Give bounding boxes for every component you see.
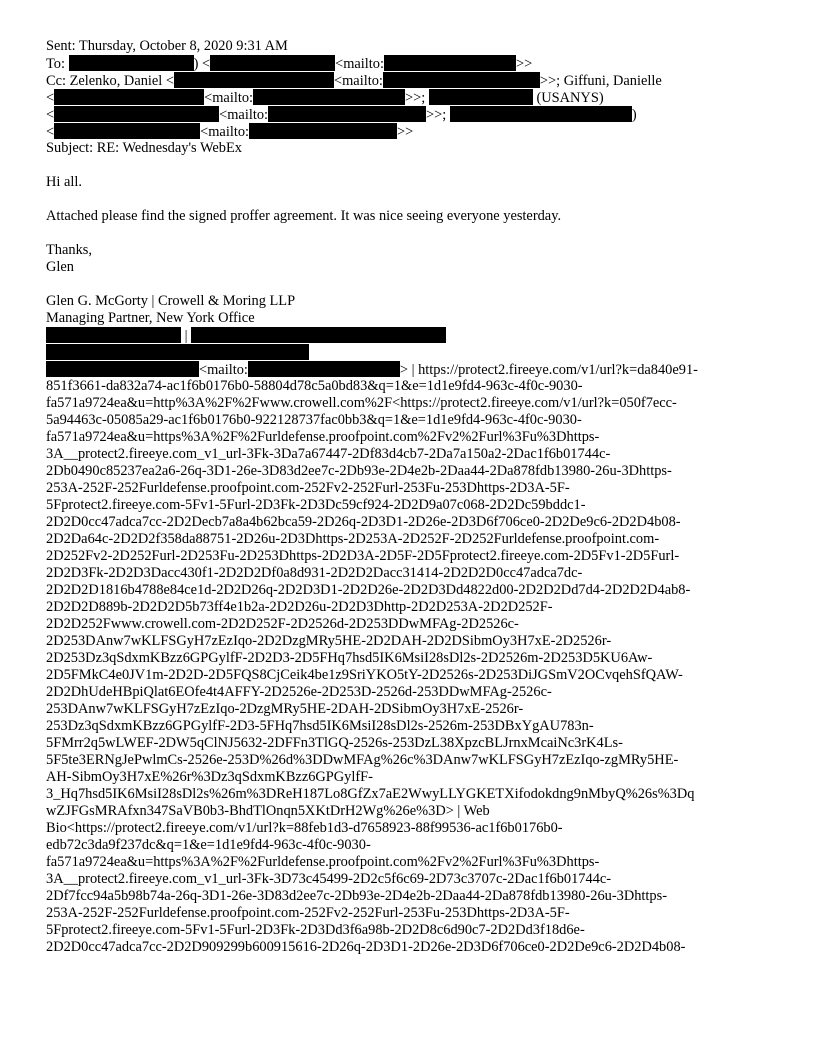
to-label: To:: [46, 56, 65, 72]
url-line[interactable]: 5Fprotect2.fireeye.com-5Fv1-5Furl-2D3Fk-2D3Dd3f6a98b-2D2D8c6d90c7-2D2Dd3f18d6e-: [46, 922, 585, 938]
url-line[interactable]: 5FMrr2q5wLWEF-2DW5qClNJ5632-2DFFn3TlGQ-2526s-253DzL38XpzcBLJrnxMcaiNc3rK4Ls-: [46, 735, 623, 751]
url-line[interactable]: edb72c3da9f237dc&q=1&e=1d1e9fd4-963c-4f0c-9030-: [46, 837, 371, 853]
redaction-bar: [268, 106, 426, 122]
url-line[interactable]: 5Fprotect2.fireeye.com-5Fv1-5Furl-2D3Fk-2D3Dc59cf924-2D2D9a07c068-2D2Dc59bddc1-: [46, 497, 586, 513]
url-line[interactable]: 2D2D2D1816b4788e84ce1d-2D2D26q-2D2D3D1-2D2D26e-2D2D3Dd4822d00-2D2D2Dd7d4-2D2D2D4ab8-: [46, 582, 691, 598]
redaction-bar: [54, 123, 200, 139]
to-close: >>: [516, 56, 533, 72]
url-line[interactable]: 2D2D0cc47adca7cc-2D2D909299b600915616-2D26q-2D3D1-2D26e-2D3D6f706ce0-2D2De9c6-2D2D4b08-: [46, 939, 686, 955]
lt-text: <: [46, 124, 55, 140]
redaction-bar: [248, 361, 400, 377]
url-line[interactable]: 2Df7fcc94a5b98b74a-26q-3D1-26e-3D83d2ee7c-2Db93e-2D4e2b-2Daa44-2Da878fdb13980-26u-3Dhttps-: [46, 888, 668, 904]
website-link[interactable]: > | https://protect2.fireeye.com/v1/url?k=da840e91-: [399, 362, 698, 378]
redaction-bar: [450, 106, 632, 122]
signature-redacted-contact: [46, 327, 786, 344]
cc-line-2: [46, 89, 786, 106]
url-line[interactable]: Bio<https://protect2.fireeye.com/v1/url?k=88feb1d3-d7658923-88f99536-ac1f6b0176b0-: [46, 820, 563, 836]
url-line[interactable]: 2D2D252Fwww.crowell.com-2D2D252F-2D2526d-2D253DDwMFAg-2D2526c-: [46, 616, 519, 632]
url-line[interactable]: 2D5FMkC4e0JV1m-2D2D-2D5FQS8CjCeik4be1z9SriYKO5tY-2D2526s-2D253DiJGSmV2OCvqehSfQAW-: [46, 667, 683, 683]
lt-text: <: [46, 107, 55, 123]
cc-label: Cc: Zelenko, Daniel <: [46, 73, 174, 89]
cc-giffuni: >>; Giffuni, Danielle: [539, 73, 662, 89]
url-line[interactable]: 3A__protect2.fireeye.com_v1_url-3Fk-3D73c45499-2D2c5f6c69-2D73c3707c-2Dac1f6b01744c-: [46, 871, 612, 887]
redaction-bar: [46, 327, 181, 343]
url-line[interactable]: AH-SibmOy3H7xE%26r%3Dz3qSdxmKBzz6GPGylfF-: [46, 769, 373, 785]
close-text: >>: [397, 124, 414, 140]
url-line[interactable]: 253A-252F-252Furldefense.proofpoint.com-252Fv2-252Furl-253Fu-253Dhttps-2D3A-5F-: [46, 905, 570, 921]
cc-line: [46, 72, 786, 89]
mailto-text: <mailto:: [199, 362, 248, 378]
redaction-bar: [249, 123, 397, 139]
redaction-bar: [429, 89, 533, 105]
url-line[interactable]: fa571a9724ea&u=http%3A%2F%2Fwww.crowell.com%2F<https://protect2.fireeye.com/v1/url?k=050f7ecc-: [46, 395, 677, 411]
url-line[interactable]: 2D2D0cc47adca7cc-2D2Decb7a8a4b62bca59-2D26q-2D3D1-2D26e-2D3D6f706ce0-2D2De9c6-2D2D4b08-: [46, 514, 681, 530]
url-line[interactable]: 2D252Fv2-2D252Furl-2D253Fu-2D253Dhttps-2D2D3A-2D5F-2D5Fprotect2.fireeye.com-2D5Fv1-2D5Furl-: [46, 548, 680, 564]
mailto-text: <mailto:: [334, 73, 383, 89]
redaction-bar: [46, 344, 309, 360]
signature-redacted-line: [46, 344, 786, 361]
mailto-text: <mailto:: [219, 107, 269, 123]
redaction-bar: [384, 55, 516, 71]
url-line[interactable]: 5F5te3ERNgJePwlmCs-2526e-253D%26d%3DDwMFAg%26c%3DAnw7wKLFSGyH7zEzIqo-zgMRy5HE-: [46, 752, 679, 768]
closing-name: Glen: [46, 259, 74, 275]
url-line[interactable]: 2D2Da64c-2D2D2f358da88751-2D26u-2D3Dhttps-2D253A-2D252F-2D252Furldefense.proofpoint.com-: [46, 531, 660, 547]
url-line[interactable]: fa571a9724ea&u=https%3A%2F%2Furldefense.proofpoint.com%2Fv2%2Furl%3Fu%3Dhttps-: [46, 429, 600, 445]
url-line[interactable]: 2D2DhUdeHBpiQlat6EOfe4t4AFFY-2D2526e-2D253D-2526d-253DDwMFAg-2526c-: [46, 684, 552, 700]
close-semi: >>;: [405, 90, 429, 106]
cc-line-4: [46, 123, 786, 140]
email-document: [46, 38, 786, 956]
to-line: [46, 55, 786, 72]
cc-line-3: [46, 106, 786, 123]
url-line[interactable]: 2D253DAnw7wKLFSGyH7zEzIqo-2D2DzgMRy5HE-2D2DAH-2D2DSibmOy3H7xE-2D2526r-: [46, 633, 612, 649]
url-line[interactable]: 253A-252F-252Furldefense.proofpoint.com-252Fv2-252Furl-253Fu-253Dhttps-2D3A-5F-: [46, 480, 570, 496]
redaction-bar: [191, 327, 446, 343]
redaction-bar: [210, 55, 335, 71]
redaction-bar: [174, 72, 334, 88]
usanys-text: (USANYS): [536, 90, 604, 106]
redaction-bar: [253, 89, 405, 105]
url-line[interactable]: wZJFGsMRAfxn347SaVB0b3-BhdTlOnqn5XKtDrH2Wg%26e%3D> | Web: [46, 803, 490, 819]
redaction-bar: [54, 89, 204, 105]
signature-title: Managing Partner, New York Office: [46, 310, 255, 326]
redaction-bar: [46, 361, 199, 377]
url-line[interactable]: 2D2D2D889b-2D2D2D5b73ff4e1b2a-2D2D26u-2D2D3Dhttp-2D2D253A-2D2D252F-: [46, 599, 553, 615]
redaction-bar: [54, 106, 219, 122]
url-line[interactable]: 2D2D3Fk-2D2D3Dacc430f1-2D2D2Df0a8d931-2D2D2Dacc31414-2D2D2D0cc47adca7dc-: [46, 565, 583, 581]
signature-email-line: [46, 361, 786, 378]
url-line[interactable]: fa571a9724ea&u=https%3A%2F%2Furldefense.proofpoint.com%2Fv2%2Furl%3Fu%3Dhttps-: [46, 854, 600, 870]
paren-close: ): [631, 107, 637, 123]
mailto-text: <mailto:: [204, 90, 254, 106]
url-line[interactable]: 851f3661-da832a74-ac1f6b0176b0-58804d78c5a0bd83&q=1&e=1d1e9fd4-963c-4f0c-9030-: [46, 378, 583, 394]
close-semi: >>;: [426, 107, 450, 123]
url-line[interactable]: 3_Hq7hsd5IK6MsiI28sDl2s%26m%3DReH187Lo8GfZx7aE2WwyLLYGKETXifodokdng9nMbyQ%26s%3Dq: [46, 786, 695, 802]
pipe-separator: |: [184, 328, 188, 344]
url-line[interactable]: 253DAnw7wKLFSGyH7zEzIqo-2DzgMRy5HE-2DAH-2DSibmOy3H7xE-2526r-: [46, 701, 524, 717]
to-separator: ) <: [193, 56, 211, 72]
url-line[interactable]: 5a94463c-05085a29-ac1f6b0176b0-922128737fac0bb3&q=1&e=1d1e9fd4-963c-4f0c-9030-: [46, 412, 582, 428]
url-line[interactable]: 253Dz3qSdxmKBzz6GPGylfF-2D3-5FHq7hsd5IK6MsiI28sDl2s-2526m-253DBxYgAU783n-: [46, 718, 594, 734]
signature-name-firm: Glen G. McGorty | Crowell & Moring LLP: [46, 293, 296, 309]
greeting: Hi all.: [46, 174, 82, 190]
closing-thanks: Thanks,: [46, 242, 92, 258]
redaction-bar: [69, 55, 194, 71]
redaction-bar: [383, 72, 540, 88]
mailto-text: <mailto:: [335, 56, 384, 72]
url-line[interactable]: 2D253Dz3qSdxmKBzz6GPGylfF-2D2D3-2D5FHq7hsd5IK6MsiI28sDl2s-2D2526m-2D253D5KU6Aw-: [46, 650, 653, 666]
subject-line: Subject: RE: Wednesday's WebEx: [46, 140, 242, 156]
url-line[interactable]: 2Db0490c85237ea2a6-26q-3D1-26e-3D83d2ee7c-2Db93e-2D4e2b-2Daa44-2Da878fdb13980-26u-3Dhttps-: [46, 463, 672, 479]
url-line[interactable]: 3A__protect2.fireeye.com_v1_url-3Fk-3Da7a67447-2Df83d4cb7-2Da7a150a2-2Dac1f6b01744c-: [46, 446, 611, 462]
lt-text: <: [46, 90, 55, 106]
message-body: Attached please find the signed proffer agreement. It was nice seeing everyone yesterday.: [46, 208, 562, 224]
url-block: [46, 378, 786, 956]
mailto-text: <mailto:: [200, 124, 250, 140]
sent-line: Sent: Thursday, October 8, 2020 9:31 AM: [46, 38, 288, 54]
